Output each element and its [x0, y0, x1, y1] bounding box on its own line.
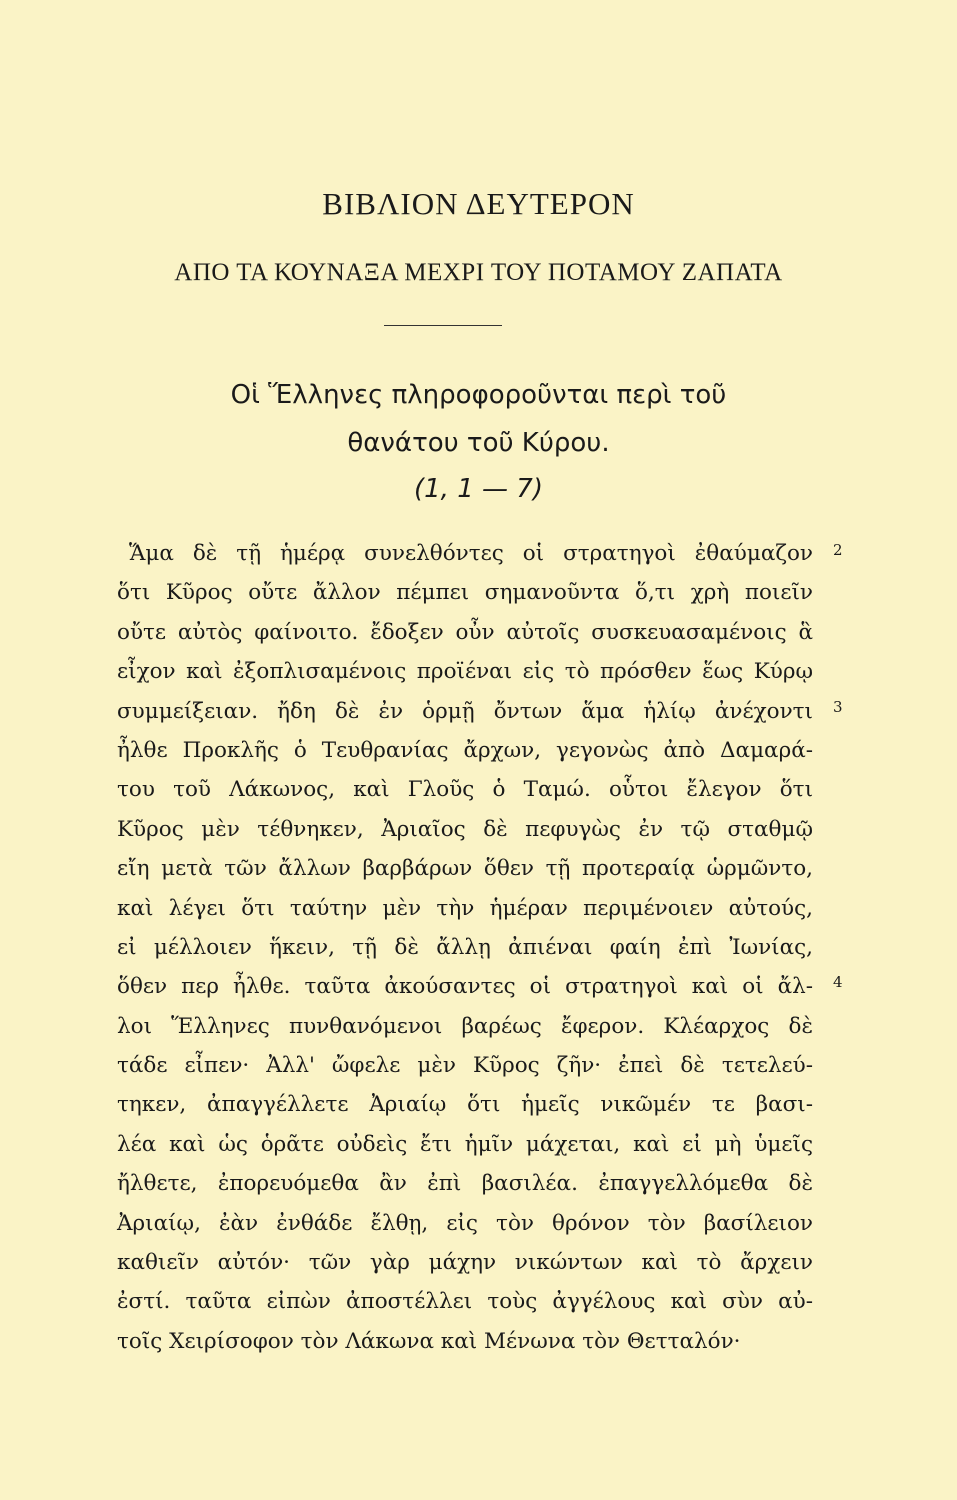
text-line: εἰ μέλλοιεν ἥκειν, τῇ δὲ ἄλλῃ ἀπιέναι φαίη ἐπὶ Ἰωνίας, [117, 934, 813, 960]
text-line: Ἀριαίῳ, ἐὰν ἐνθάδε ἔλθῃ, εἰς τὸν θρόνον τὸν βασίλειον [117, 1210, 813, 1236]
chapter-title-line-2: θανάτου τοῦ Κύρου. [347, 428, 610, 458]
body-text [117, 534, 813, 1361]
text-line: οὔτε αὐτὸς φαίνοιτο. ἔδοξεν οὖν αὐτοῖς συσκευασαμένοις ἃ [117, 619, 813, 645]
text-line: λοι Ἕλληνες πυνθανόμενοι βαρέως ἔφερον. Κλέαρχος δὲ [117, 1013, 813, 1039]
text-line: ἦλθε Προκλῆς ὁ Τευθρανίας ἄρχων, γεγονὼς ἀπὸ Δαμαρά- [117, 737, 813, 763]
chapter-title-line-1: Οἱ Ἕλληνες πληροφοροῦνται περὶ τοῦ [230, 380, 727, 410]
text-line: του τοῦ Λάκωνος, καὶ Γλοῦς ὁ Ταμώ. οὗτοι ἔλεγον ὅτι [117, 777, 813, 803]
text-line: εἶχον καὶ ἐξοπλισαμένοις προϊέναι εἰς τὸ πρόσθεν ἕως Κύρῳ [117, 659, 813, 685]
text-line: καθιεῖν αὐτόν· τῶν γὰρ μάχην νικώντων καὶ τὸ ἄρχειν [117, 1250, 813, 1276]
section-number: 4 [833, 973, 843, 991]
chapter-title [0, 371, 957, 467]
title-divider [384, 325, 502, 326]
text-line: τάδε εἶπεν· Ἀλλ' ὤφελε μὲν Κῦρος ζῆν· ἐπεὶ δὲ τετελεύ- [117, 1053, 813, 1079]
text-line: λέα καὶ ὡς ὁρᾶτε οὐδεὶς ἔτι ἡμῖν μάχεται, καὶ εἰ μὴ ὑμεῖς [117, 1131, 813, 1157]
text-line: καὶ λέγει ὅτι ταύτην μὲν τὴν ἡμέραν περιμένοιεν αὐτούς, [117, 895, 813, 921]
text-line: ἤλθετε, ἐπορευόμεθα ἂν ἐπὶ βασιλέα. ἐπαγγελλόμεθα δὲ [117, 1171, 813, 1197]
text-line: συμμείξειαν. ἤδη δὲ ἐν ὁρμῇ ὄντων ἅμα ἡλίῳ ἀνέχοντι [117, 698, 813, 724]
text-line: Ἅμα δὲ τῇ ἡμέρᾳ συνελθόντες οἱ στρατηγοὶ ἐθαύμαζον [129, 541, 813, 566]
text-line: τοῖς Χειρίσοφον τὸν Λάκωνα καὶ Μένωνα τὸν Θετταλόν· [117, 1328, 741, 1354]
section-number: 2 [833, 541, 843, 559]
text-line: εἴη μετὰ τῶν ἄλλων βαρβάρων ὅθεν τῇ προτεραίᾳ ὡρμῶντο, [117, 856, 813, 882]
section-number: 3 [833, 698, 843, 716]
book-title: ΒΙΒΛΙΟΝ ΔΕΥΤΕΡΟΝ [322, 186, 635, 221]
text-line: Κῦρος μὲν τέθνηκεν, Ἀριαῖος δὲ πεφυγὼς ἐν τῷ σταθμῷ [117, 816, 813, 842]
chapter-reference: (1, 1 — 7) [414, 474, 543, 504]
text-line: ὅθεν περ ἦλθε. ταῦτα ἀκούσαντες οἱ στρατηγοὶ καὶ οἱ ἄλ- [117, 974, 813, 1000]
text-line: ἐστί. ταῦτα εἰπὼν ἀποστέλλει τοὺς ἀγγέλους καὶ σὺν αὐ- [117, 1289, 813, 1315]
book-subtitle: ΑΠΟ ΤΑ ΚΟΥΝΑΞΑ ΜΕΧΡΙ ΤΟΥ ΠΟΤΑΜΟΥ ΖΑΠΑΤΑ [174, 259, 783, 286]
text-line: τηκεν, ἀπαγγέλλετε Ἀριαίῳ ὅτι ἡμεῖς νικῶμέν τε βασι- [117, 1092, 813, 1118]
text-line: ὅτι Κῦρος οὔτε ἄλλον πέμπει σημανοῦντα ὅ,τι χρὴ ποιεῖν [117, 580, 813, 606]
